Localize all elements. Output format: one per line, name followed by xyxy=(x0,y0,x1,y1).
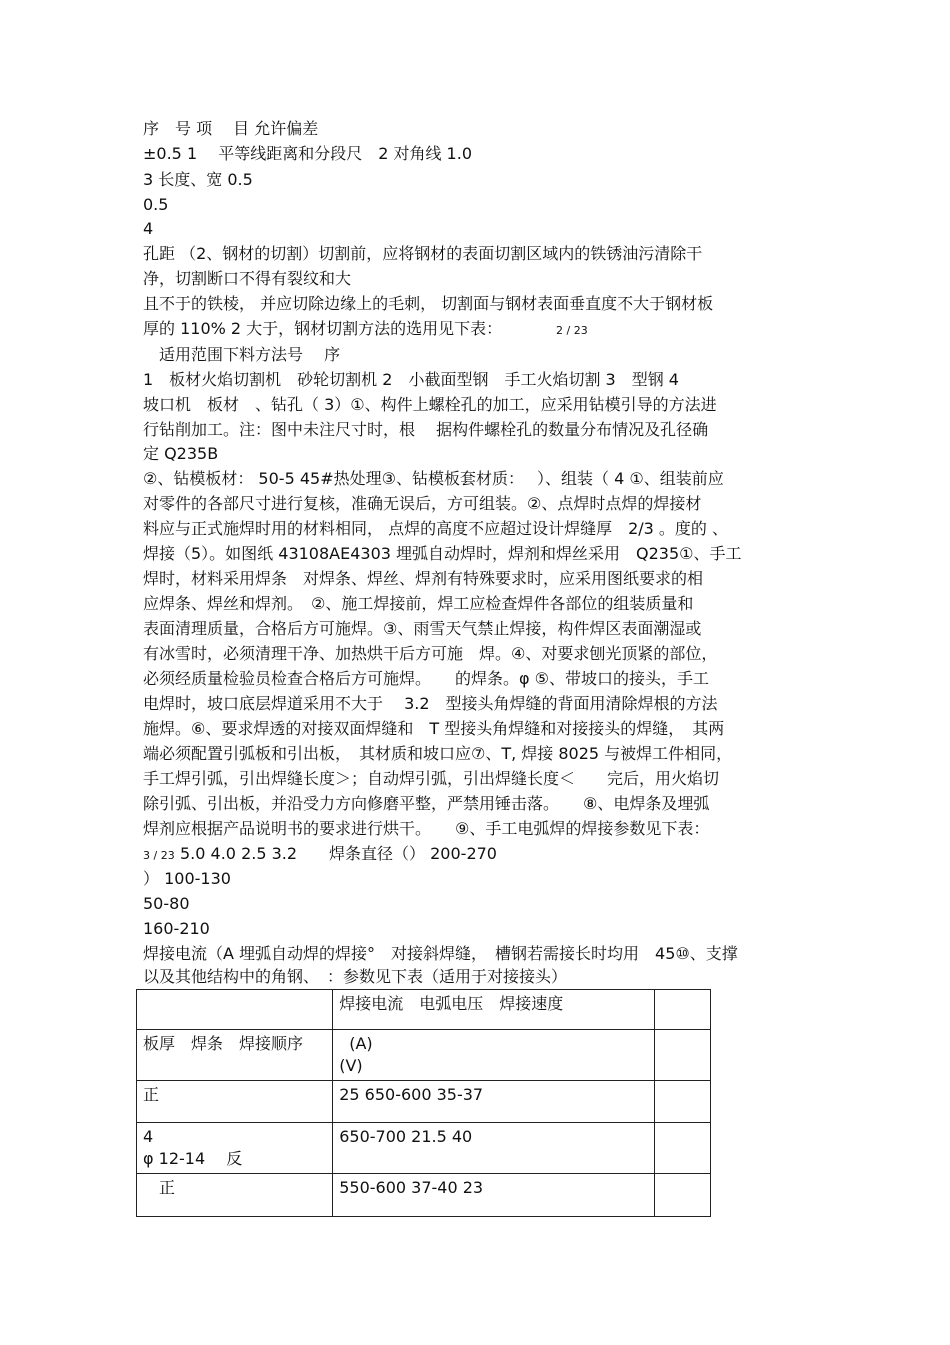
table-cell: 焊接电流 电弧电压 焊接速度 xyxy=(333,990,655,1030)
page-number: 2 / 23 xyxy=(556,324,588,337)
text-line: 焊接电流（A 埋弧自动焊的焊接° 对接斜焊缝， 槽钢若需接长时均用 45⑩、支撑 xyxy=(143,944,738,963)
text-line: 1 板材火焰切割机 砂轮切割机 2 小截面型钢 手工火焰切割 3 型钢 4 xyxy=(143,370,679,389)
text-line: 以及其他结构中的角钢、 ：参数见下表（适用于对接接头） xyxy=(143,967,568,986)
text-line: 50-80 xyxy=(143,894,190,913)
cell-line: 4 xyxy=(143,1127,154,1146)
text-line: 坡口机 板材 、钻孔（ 3）①、构件上螺栓孔的加工，应采用钻模引导的方法进 xyxy=(143,395,717,414)
table-cell xyxy=(655,990,711,1030)
welding-parameter-table xyxy=(136,989,711,1217)
table-cell xyxy=(333,1030,655,1081)
unit-label: (A) xyxy=(349,1034,373,1053)
text-line: 料应与正式施焊时用的材料相同， 点焊的高度不应超过设计焊缝厚 2/3 。度的 、 xyxy=(143,519,729,538)
text-line: ±0.5 1 平等线距离和分段尺 2 对角线 1.0 xyxy=(143,144,473,163)
text-line: 应焊条、焊丝和焊剂。 ②、施工焊接前，焊工应检查焊件各部位的组装质量和 xyxy=(143,594,694,613)
text-line: ②、钻模板材： 50-5 45#热处理③、钻模板套材质： ）、组装（ 4 ①、组装前应 xyxy=(143,469,724,488)
table-cell: 正 xyxy=(137,1081,333,1123)
text-line: 端必须配置引弧板和引出板， 其材质和坡口应⑦、T, 焊接 8025 与被焊工件相同， xyxy=(143,744,733,763)
text-line: 焊接（5）。如图纸 43108AE4303 埋弧自动焊时，焊剂和焊丝采用 Q235①、手工 xyxy=(143,544,742,563)
table-cell: 650-700 21.5 40 xyxy=(333,1123,655,1174)
text-line: 160-210 xyxy=(143,919,210,938)
table-cell: 正 xyxy=(137,1174,333,1217)
table-cell: 25 650-600 35-37 xyxy=(333,1081,655,1123)
table-cell: 板厚 焊条 焊接顺序 xyxy=(137,1030,333,1081)
text-line: 4 xyxy=(143,219,154,238)
text-line: 对零件的各部尺寸进行复核，准确无误后，方可组装。②、点焊时点焊的焊接材 xyxy=(143,494,702,513)
table-cell xyxy=(137,1123,333,1174)
text-line: 焊剂应根据产品说明书的要求进行烘干。 ⑨、手工电弧焊的焊接参数见下表： xyxy=(143,819,710,838)
table-cell xyxy=(655,1174,711,1217)
text-line: 3 长度、宽 0.5 xyxy=(143,170,253,189)
text-line: 孔距 （2、钢材的切割）切割前，应将钢材的表面切割区域内的铁锈油污清除干 xyxy=(143,244,703,263)
text-line: 0.5 xyxy=(143,195,169,214)
text-line: 焊时，材料采用焊条 对焊条、焊丝、焊剂有特殊要求时，应采用图纸要求的相 xyxy=(143,569,704,588)
table-cell xyxy=(655,1081,711,1123)
text-line: 适用范围下料方法号 序 xyxy=(143,345,341,364)
table-cell xyxy=(655,1123,711,1174)
text-line: 施焊。⑥、要求焊透的对接双面焊缝和 T 型接头角焊缝和对接接头的焊缝， 其两 xyxy=(143,719,725,738)
text-line: 行钻削加工。注：图中未注尺寸时，根 据构件螺栓孔的数量分布情况及孔径确 xyxy=(143,420,709,439)
text-line: 手工焊引弧，引出焊缝长度＞；自动焊引弧，引出焊缝长度＜ 完后，用火焰切 xyxy=(143,769,720,788)
text-line: 序 号 项 目 允许偏差 xyxy=(143,119,319,138)
text-line: 表面清理质量，合格后方可施焊。③、雨雪天气禁止焊接，构件焊区表面潮湿或 xyxy=(143,619,702,638)
text-line: 5.0 4.0 2.5 3.2 焊条直径（） 200-270 xyxy=(180,844,497,863)
table-cell: 550-600 37-40 23 xyxy=(333,1174,655,1217)
table-row xyxy=(137,990,711,1030)
table-row xyxy=(137,1030,711,1081)
text-line: 除引弧、引出板，并沿受力方向修磨平整，严禁用锤击落。 ⑧、电焊条及埋弧 xyxy=(143,794,710,813)
table-row xyxy=(137,1174,711,1217)
text-line: 且不于的铁棱， 并应切除边缘上的毛刺， 切割面与钢材表面垂直度不大于钢材板 xyxy=(143,294,714,313)
page-number: 3 / 23 xyxy=(143,849,175,862)
table-cell xyxy=(655,1030,711,1081)
text-line: 定 Q235B xyxy=(143,444,219,463)
cell-line: φ 12-14 反 xyxy=(143,1149,243,1168)
table-cell xyxy=(137,990,333,1030)
text-line: 厚的 110% 2 大于，钢材切割方法的选用见下表： xyxy=(143,319,503,338)
text-line: 必须经质量检验员检查合格后方可施焊。 的焊条。φ ⑤、带坡口的接头，手工 xyxy=(143,669,709,688)
text-line: 电焊时，坡口底层焊道采用不大于 3.2 型接头角焊缝的背面用清除焊根的方法 xyxy=(143,694,718,713)
table-row xyxy=(137,1123,711,1174)
table-row xyxy=(137,1081,711,1123)
text-line: ） 100-130 xyxy=(143,869,231,888)
text-line: 有冰雪时，必须清理干净、加热烘干后方可施 焊。④、对要求刨光顶紧的部位， xyxy=(143,644,718,663)
unit-label: (V) xyxy=(339,1056,363,1075)
text-line: 净，切割断口不得有裂纹和大 xyxy=(143,269,352,288)
